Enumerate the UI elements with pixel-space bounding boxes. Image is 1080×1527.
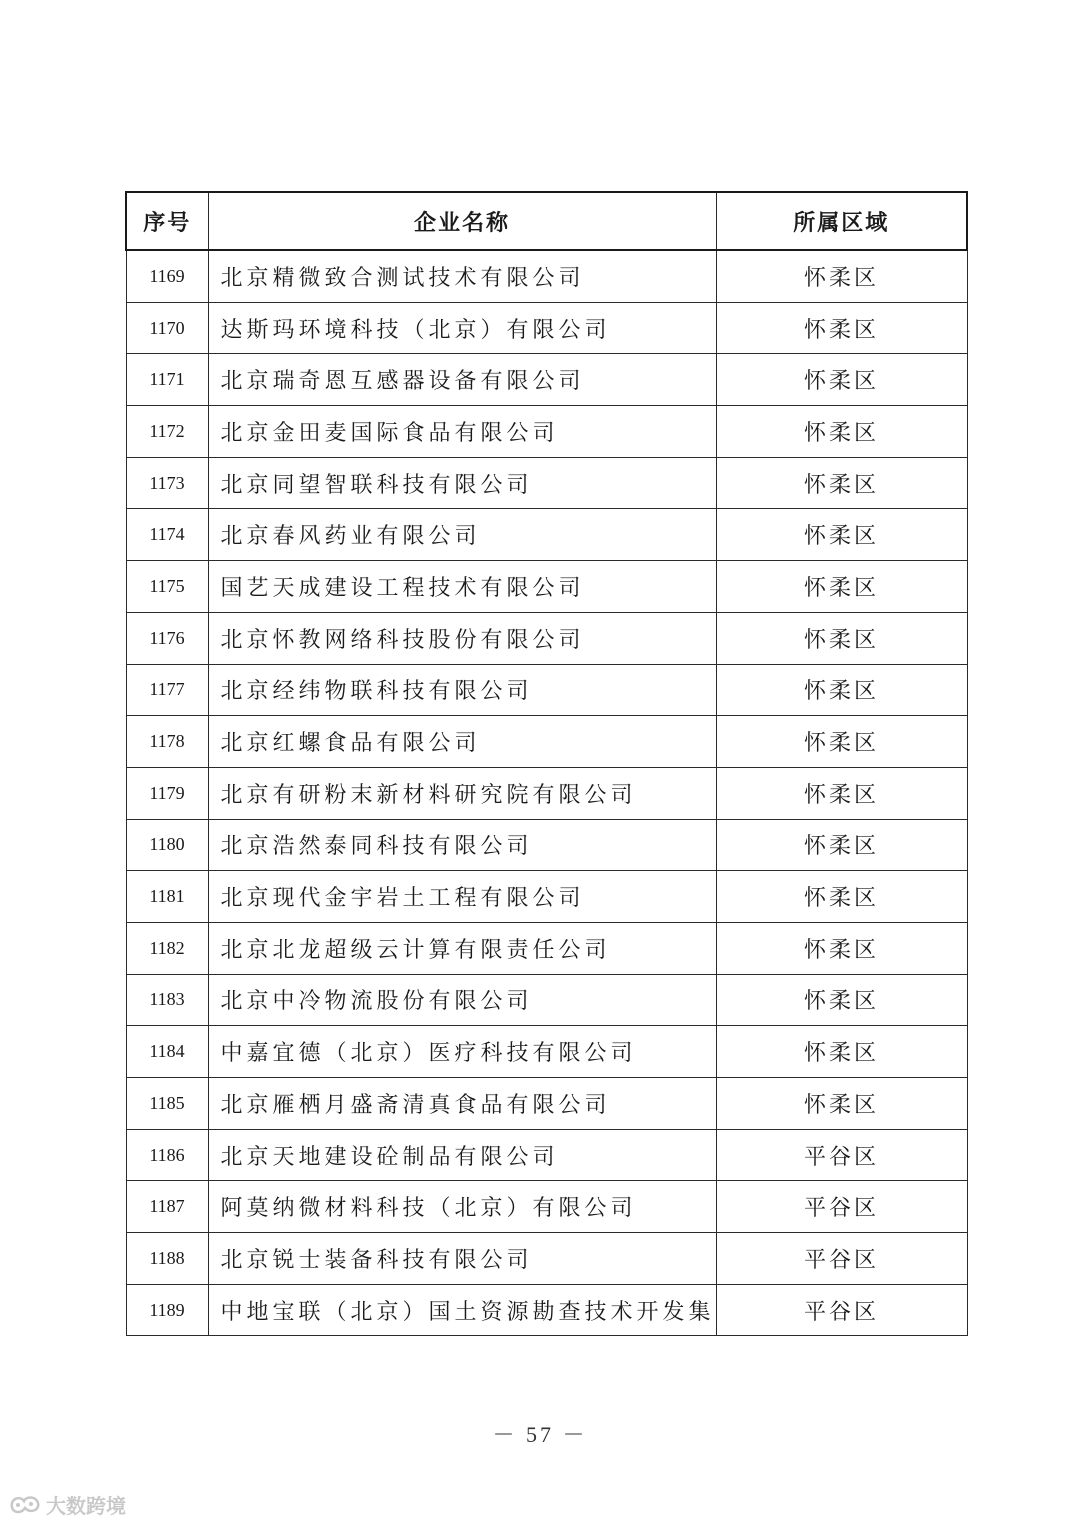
row-company-name: 中嘉宜德（北京）医疗科技有限公司 [208, 1026, 716, 1078]
row-serial: 1175 [126, 561, 208, 613]
row-company-name: 北京经纬物联科技有限公司 [208, 664, 716, 716]
row-company-name: 北京精微致合测试技术有限公司 [208, 250, 716, 302]
row-district: 平谷区 [716, 1284, 967, 1336]
watermark [8, 1490, 126, 1519]
table-row [126, 664, 967, 716]
row-district: 怀柔区 [716, 664, 967, 716]
table-row [126, 354, 967, 406]
table-row [126, 974, 967, 1026]
row-serial: 1178 [126, 716, 208, 768]
enterprise-table [125, 191, 968, 1336]
table-row [126, 922, 967, 974]
table-row [126, 509, 967, 561]
row-company-name: 北京浩然泰同科技有限公司 [208, 819, 716, 871]
row-district: 怀柔区 [716, 509, 967, 561]
row-serial: 1170 [126, 302, 208, 354]
table-header-row [126, 192, 967, 250]
row-serial: 1174 [126, 509, 208, 561]
row-company-name: 北京现代金宇岩土工程有限公司 [208, 871, 716, 923]
table-row [126, 561, 967, 613]
table-row [126, 302, 967, 354]
table-row [126, 250, 967, 302]
row-district: 平谷区 [716, 1233, 967, 1285]
watermark-text: 大数跨境 [46, 1494, 126, 1518]
row-company-name: 中地宝联（北京）国土资源勘查技术开发集 [208, 1284, 716, 1336]
row-district: 怀柔区 [716, 1078, 967, 1130]
row-district: 平谷区 [716, 1129, 967, 1181]
row-company-name: 北京春风药业有限公司 [208, 509, 716, 561]
row-serial: 1176 [126, 612, 208, 664]
table-row [126, 767, 967, 819]
row-company-name: 北京金田麦国际食品有限公司 [208, 406, 716, 458]
row-serial: 1187 [126, 1181, 208, 1233]
row-serial: 1188 [126, 1233, 208, 1285]
row-serial: 1180 [126, 819, 208, 871]
row-company-name: 阿莫纳微材料科技（北京）有限公司 [208, 1181, 716, 1233]
row-company-name: 达斯玛环境科技（北京）有限公司 [208, 302, 716, 354]
row-company-name: 北京同望智联科技有限公司 [208, 457, 716, 509]
row-serial: 1173 [126, 457, 208, 509]
row-serial: 1184 [126, 1026, 208, 1078]
table-row [126, 819, 967, 871]
row-company-name: 北京中冷物流股份有限公司 [208, 974, 716, 1026]
row-company-name: 北京锐士装备科技有限公司 [208, 1233, 716, 1285]
row-serial: 1186 [126, 1129, 208, 1181]
table-body [126, 250, 967, 1336]
row-serial: 1172 [126, 406, 208, 458]
row-company-name: 北京有研粉末新材料研究院有限公司 [208, 767, 716, 819]
table-row [126, 406, 967, 458]
row-company-name: 北京怀教网络科技股份有限公司 [208, 612, 716, 664]
page-number: － 57 － [492, 1422, 588, 1447]
row-serial: 1181 [126, 871, 208, 923]
row-district: 怀柔区 [716, 561, 967, 613]
table-row [126, 1078, 967, 1130]
row-district: 怀柔区 [716, 716, 967, 768]
row-serial: 1189 [126, 1284, 208, 1336]
row-company-name: 北京天地建设砼制品有限公司 [208, 1129, 716, 1181]
row-district: 怀柔区 [716, 767, 967, 819]
row-district: 怀柔区 [716, 354, 967, 406]
row-district: 怀柔区 [716, 406, 967, 458]
row-district: 怀柔区 [716, 1026, 967, 1078]
row-company-name: 北京瑞奇恩互感器设备有限公司 [208, 354, 716, 406]
row-company-name: 国艺天成建设工程技术有限公司 [208, 561, 716, 613]
table-row [126, 1026, 967, 1078]
header-company-name: 企业名称 [208, 192, 716, 250]
table-row [126, 1181, 967, 1233]
brand-logo-icon [8, 1493, 42, 1517]
table-row [126, 612, 967, 664]
table-row [126, 871, 967, 923]
row-district: 怀柔区 [716, 974, 967, 1026]
row-company-name: 北京红螺食品有限公司 [208, 716, 716, 768]
row-serial: 1169 [126, 250, 208, 302]
row-district: 怀柔区 [716, 871, 967, 923]
header-serial: 序号 [126, 192, 208, 250]
row-district: 怀柔区 [716, 922, 967, 974]
row-serial: 1182 [126, 922, 208, 974]
row-district: 怀柔区 [716, 819, 967, 871]
table-row [126, 1129, 967, 1181]
row-serial: 1179 [126, 767, 208, 819]
row-serial: 1183 [126, 974, 208, 1026]
row-company-name: 北京雁栖月盛斋清真食品有限公司 [208, 1078, 716, 1130]
row-district: 怀柔区 [716, 250, 967, 302]
row-serial: 1171 [126, 354, 208, 406]
table-row [126, 457, 967, 509]
row-district: 平谷区 [716, 1181, 967, 1233]
table-row [126, 1233, 967, 1285]
row-district: 怀柔区 [716, 612, 967, 664]
row-district: 怀柔区 [716, 457, 967, 509]
table-row [126, 716, 967, 768]
row-company-name: 北京北龙超级云计算有限责任公司 [208, 922, 716, 974]
table-row [126, 1284, 967, 1336]
row-serial: 1185 [126, 1078, 208, 1130]
row-serial: 1177 [126, 664, 208, 716]
header-district: 所属区域 [716, 192, 967, 250]
row-district: 怀柔区 [716, 302, 967, 354]
